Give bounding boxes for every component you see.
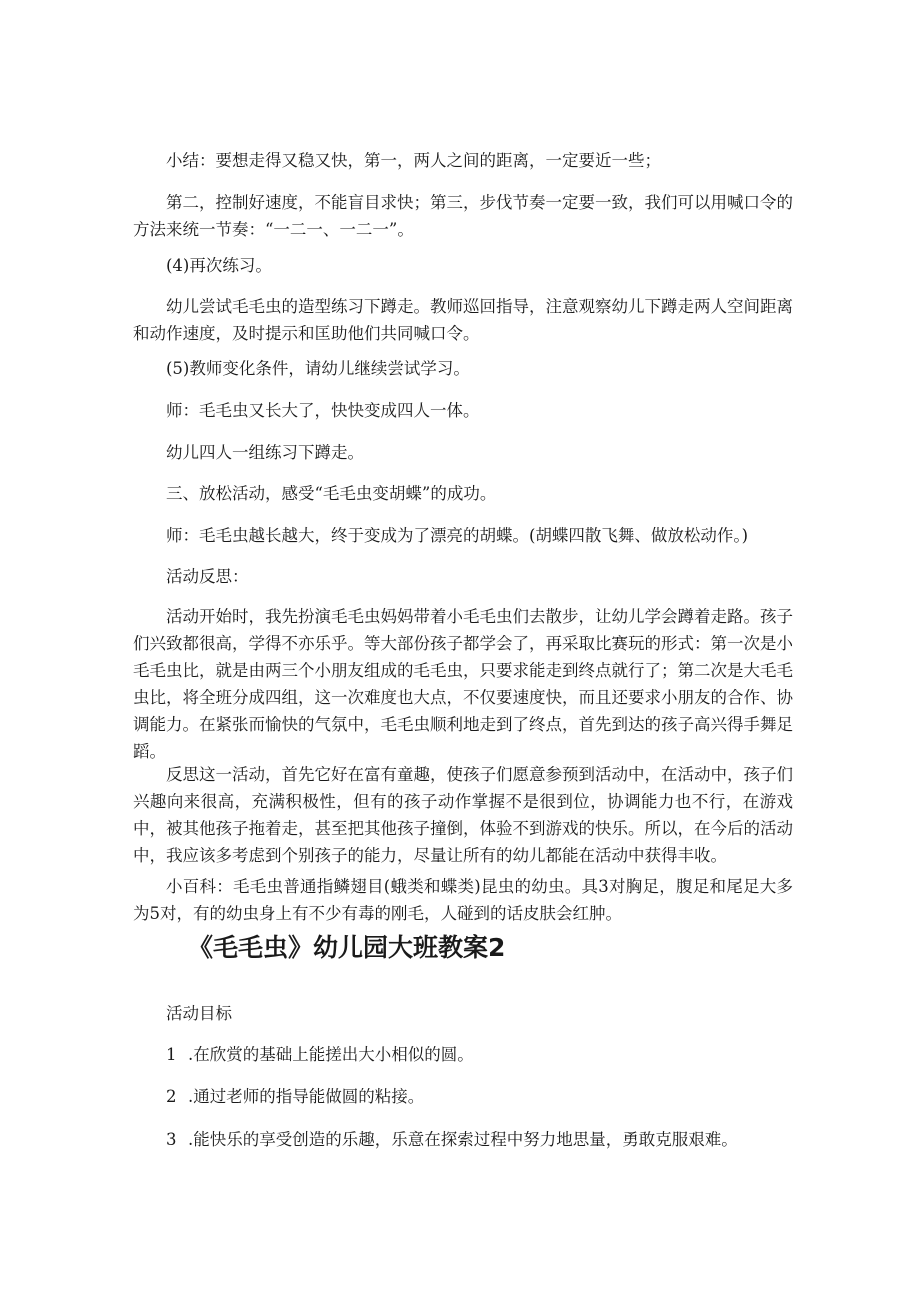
paragraph-practice-again: (4)再次练习。 [166, 256, 272, 275]
paragraph-relax-activity: 三、放松活动，感受“毛毛虫变胡蝶”的成功。 [166, 484, 497, 503]
goal-number: 2 [166, 1087, 177, 1106]
paragraph-reflection-body-2: 反思这一活动，首先它好在富有童趣，使孩子们愿意参预到活动中，在活动中，孩子们兴趣向来很高，充满积极性，但有的孩子动作掌握不是很到位，协调能力也不行，在游戏中，被其他孩子拖着走，甚至把其他孩子撞倒，体验不到游戏的快乐。所以，在今后的活动中，我应该多考虑到个别孩子的能力，尽量让所有的幼儿都能在活动中获得丰收。 [133, 765, 793, 865]
goal-text: .在欣赏的基础上能搓出大小相似的圆。 [188, 1045, 474, 1064]
goal-text: .能快乐的享受创造的乐趣，乐意在探索过程中努力地思量，勇敢克服艰难。 [188, 1130, 738, 1149]
paragraph-teacher-four: 师：毛毛虫又长大了，快快变成四人一体。 [166, 401, 480, 420]
goal-number: 1 [166, 1045, 177, 1064]
goals-label: 活动目标 [166, 1004, 232, 1023]
paragraph-group-of-four: 幼儿四人一组练习下蹲走。 [166, 443, 364, 462]
paragraph-reflection-body-1: 活动开始时，我先扮演毛毛虫妈妈带着小毛毛虫们去散步，让幼儿学会蹲着走路。孩子们兴致都很高，学得不亦乐乎。等大部份孩子都学会了，再采取比赛玩的形式：第一次是小毛毛虫比，就是由两三个小朋友组成的毛毛虫，只要求能走到终点就行了；第二次是大毛毛虫比，将全班分成四组，这一次难度也大点，不仅要速度快，而且还要求小朋友的合作、协调能力。在紧张而愉快的气氛中，毛毛虫顺利地走到了终点，首先到达的孩子高兴得手舞足蹈。 [133, 607, 793, 761]
paragraph-encyclopedia: 小百科：毛毛虫普通指鳞翅目(蛾类和蝶类)昆虫的幼虫。具3对胸足，腹足和尾足大多为5对，有的幼虫身上有不少有毒的刚毛，人碰到的话皮肤会红肿。 [133, 877, 793, 923]
paragraph-change-conditions: (5)教师变化条件，请幼儿继续尝试学习。 [166, 359, 470, 378]
goal-item [166, 1083, 424, 1110]
goal-item [166, 1041, 474, 1068]
paragraph-butterfly: 师：毛毛虫越长越大，终于变成为了漂亮的胡蝶。(胡蝶四散飞舞、做放松动作。) [166, 526, 749, 545]
goal-text: .通过老师的指导能做圆的粘接。 [188, 1087, 425, 1106]
paragraph-summary: 小结：要想走得又稳又快，第一，两人之间的距离，一定要近一些； [166, 151, 661, 170]
paragraph-reflection-title: 活动反思： [166, 567, 249, 586]
goal-number: 3 [166, 1130, 177, 1149]
paragraph-squat-walk: 幼儿尝试毛毛虫的造型练习下蹲走。教师巡回指导，注意观察幼儿下蹲走两人空间距离和动作速度，及时提示和匡助他们共同喊口令。 [133, 297, 793, 343]
lesson-plan-heading: 《毛毛虫》幼儿园大班教案2 [188, 933, 506, 962]
paragraph-second-point: 第二，控制好速度，不能盲目求快；第三，步伐节奏一定要一致，我们可以用喊口令的方法来统一节奏：“一二一、一二一”。 [133, 193, 793, 239]
goal-item [166, 1126, 738, 1153]
